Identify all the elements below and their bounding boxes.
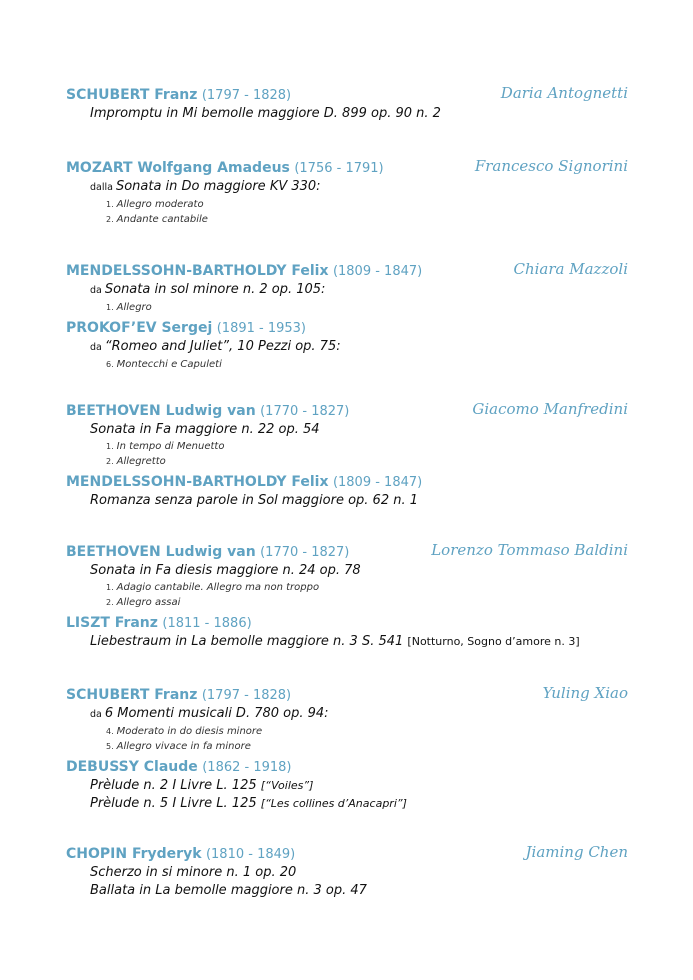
movement-title: Allegro [116,302,152,313]
movement-item [106,439,628,454]
movement-item [106,454,628,469]
work-title: Sonata in sol minore n. 2 op. 105: [104,282,326,297]
performer-name: Francesco Signorini [474,157,628,175]
composer-dates: (1809 - 1847) [332,264,423,279]
work-from [90,281,628,300]
performer-name: Lorenzo Tommaso Baldini [431,541,628,559]
movement-number: 2. [106,457,114,466]
work-title: Prèlude n. 5 I Livre L. 125 [90,796,257,811]
work-from [90,338,628,357]
composer-heading [66,758,292,777]
movement-number: 2. [106,215,114,224]
movement-number: 2. [106,598,114,607]
work-prefix: da [90,285,102,296]
movement-item [106,212,628,227]
composer-heading [66,262,422,281]
work-title: Sonata in Fa maggiore n. 22 op. 54 [90,422,320,437]
composer-name: SCHUBERT Franz [66,87,198,103]
composer-heading [66,543,349,562]
program-entry [66,686,628,813]
work-title: Sonata in Fa diesis maggiore n. 24 op. 78 [90,563,361,578]
performer-name: Daria Antognetti [500,84,628,102]
movement-number: 6. [106,360,114,369]
movement-number: 4. [106,727,114,736]
work-title: Sonata in Do maggiore KV 330: [115,179,321,194]
work-note: [“Voiles”] [260,779,314,792]
work-from [90,178,628,197]
composer-name: MENDELSSOHN-BARTHOLDY Felix [66,474,329,490]
performer-name: Yuling Xiao [542,684,628,702]
movement-title: Allegretto [116,456,166,467]
performer-name: Giacomo Manfredini [472,400,628,418]
work-item [90,777,628,795]
composer-heading [66,86,291,105]
work-note: [“Les collines d’Anacapri”] [260,797,407,810]
movement-item [106,300,628,315]
composer-name: DEBUSSY Claude [66,759,198,775]
composer-name: MOZART Wolfgang Amadeus [66,160,290,176]
composer-dates: (1770 - 1827) [260,545,350,560]
composer-heading [66,159,384,178]
composer-heading [66,845,295,864]
composer-dates: (1811 - 1886) [162,616,252,631]
composer-dates: (1797 - 1828) [201,88,292,103]
movement-number: 1. [106,442,114,451]
work-prefix: da [90,709,102,720]
program-entry [66,262,628,372]
movement-item [106,580,628,595]
movement-title: Allegro moderato [116,199,204,210]
composer-name: BEETHOVEN Ludwig van [66,403,256,419]
movement-title: Montecchi e Capuleti [116,359,222,370]
composer-dates: (1891 - 1953) [216,321,307,336]
movement-item [106,595,628,610]
work-prefix: dalla [90,182,113,193]
composer-heading [66,402,349,421]
movement-title: Adagio cantabile. Allegro ma non troppo [116,582,320,593]
movement-number: 1. [106,303,114,312]
work-title: Scherzo in si minore n. 1 op. 20 [90,865,297,880]
composer-heading [66,473,422,492]
composer-dates: (1810 - 1849) [205,847,296,862]
work-title: Impromptu in Mi bemolle maggiore D. 899 op. 90 n. 2 [90,106,441,121]
movement-item [106,739,628,754]
work-title: Prèlude n. 2 I Livre L. 125 [90,778,257,793]
composer-dates: (1862 - 1918) [202,760,292,775]
work-title: 6 Momenti musicali D. 780 op. 94: [104,706,329,721]
movement-title: Moderato in do diesis minore [116,726,263,737]
composer-name: SCHUBERT Franz [66,687,198,703]
program-entry [66,159,628,227]
composer-name: LISZT Franz [66,615,158,631]
composer-heading [66,319,306,338]
program-entry [66,402,628,510]
composer-heading [66,686,291,705]
movement-title: Allegro assai [116,597,181,608]
work-title: Liebestraum in La bemolle maggiore n. 3 S. 541 [90,634,404,649]
program-entry [66,86,628,123]
composer-dates: (1797 - 1828) [201,688,292,703]
work-from [90,705,628,724]
composer-dates: (1770 - 1827) [260,404,350,419]
composer-dates: (1809 - 1847) [332,475,423,490]
movement-item [106,357,628,372]
work-note: [Notturno, Sogno d’amore n. 3] [407,635,580,648]
movement-number: 5. [106,742,114,751]
work-title: Romanza senza parole in Sol maggiore op. 62 n. 1 [90,493,418,508]
movement-item [106,724,628,739]
work-title: Ballata in La bemolle maggiore n. 3 op. 47 [90,883,367,898]
composer-name: CHOPIN Fryderyk [66,846,202,862]
movement-title: Allegro vivace in fa minore [116,741,251,752]
work-item [90,795,628,813]
composer-name: MENDELSSOHN-BARTHOLDY Felix [66,263,329,279]
work-title: “Romeo and Juliet”, 10 Pezzi op. 75: [104,339,341,354]
performer-name: Chiara Mazzoli [513,260,628,278]
movement-title: Andante cantabile [116,214,208,225]
composer-name: PROKOF’EV Sergej [66,320,213,336]
movement-title: In tempo di Menuetto [116,441,225,452]
composer-name: BEETHOVEN Ludwig van [66,544,256,560]
movement-number: 1. [106,583,114,592]
movement-item [106,197,628,212]
performer-name: Jiaming Chen [525,843,628,861]
work-prefix: da [90,342,102,353]
movement-number: 1. [106,200,114,209]
composer-heading [66,614,252,633]
composer-dates: (1756 - 1791) [294,161,384,176]
program-entry [66,543,628,651]
work-item [90,633,628,651]
program-entry [66,845,628,900]
